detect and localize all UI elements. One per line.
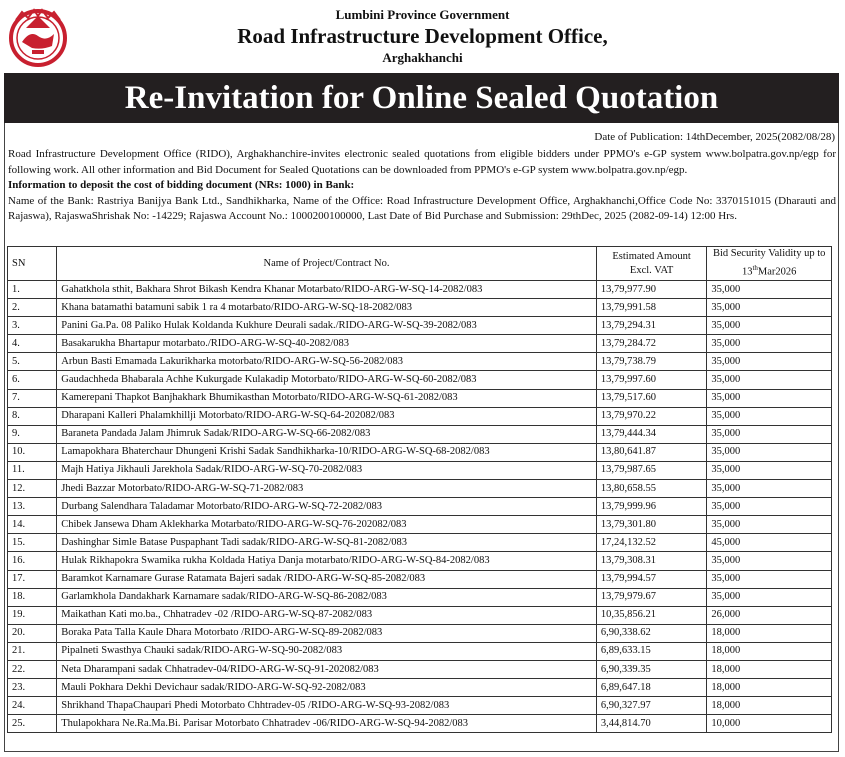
row-sn: 22. [8,660,57,678]
row-security: 18,000 [707,697,832,715]
table-row [8,299,832,317]
row-name: Thulapokhara Ne.Ra.Ma.Bi. Parisar Motorbato Chhatradev -06/RIDO-ARG-W-SQ-94-2082/083 [57,715,597,733]
contracts-table [7,246,832,733]
header-security-prefix: Bid Security Validity up to 13 [712,248,826,278]
row-amount: 13,79,977.90 [596,281,707,299]
row-sn: 5. [8,353,57,371]
header-amount: Estimated Amount Excl. VAT [596,247,707,281]
row-name: Kamerepani Thapkot Banjhakhark Bhumikasthan Motorbato/RIDO-ARG-W-SQ-61-2082/083 [57,389,597,407]
table-row [8,461,832,479]
row-amount: 13,79,284.72 [596,335,707,353]
row-amount: 13,79,517.60 [596,389,707,407]
row-security: 18,000 [707,679,832,697]
header-security-sup: th [752,264,758,273]
row-sn: 24. [8,697,57,715]
row-security: 35,000 [707,588,832,606]
row-security: 35,000 [707,570,832,588]
notice-header [0,0,845,72]
table-row [8,443,832,461]
row-amount: 13,79,987.65 [596,461,707,479]
row-sn: 21. [8,642,57,660]
row-security: 45,000 [707,534,832,552]
row-sn: 25. [8,715,57,733]
row-security: 26,000 [707,606,832,624]
row-sn: 16. [8,552,57,570]
table-body [8,281,832,733]
intro-paragraph: Road Infrastructure Development Office (RIDO), Arghakhanchire-invites electronic sealed quotations from eligible bidders under PPMO's e-GP system www.bolpatra.gov.np/egp for following work. All other information and Bid Document for Sealed Quotations can be downloaded from PPMO's e-GP system www.bolpatra.gov.np/egp. [8,148,836,176]
row-name: Pipalneti Swasthya Chauki sadak/RIDO-ARG-W-SQ-90-2082/083 [57,642,597,660]
row-security: 35,000 [707,335,832,353]
row-security: 35,000 [707,353,832,371]
row-amount: 13,79,444.34 [596,425,707,443]
row-name: Lamapokhara Bhaterchaur Dhungeni Krishi Sadak Sandhikharka-10/RIDO-ARG-W-SQ-68-2082/083 [57,443,597,461]
table-row [8,516,832,534]
row-security: 35,000 [707,371,832,389]
row-sn: 19. [8,606,57,624]
row-name: Shrikhand ThapaChaupari Phedi Motorbato Chhtradev-05 /RIDO-ARG-W-SQ-93-2082/083 [57,697,597,715]
row-sn: 17. [8,570,57,588]
row-name: Dharapani Kalleri Phalamkhillji Motorbato/RIDO-ARG-W-SQ-64-202082/083 [57,407,597,425]
row-name: Hulak Rikhapokra Swamika rukha Koldada Hatiya Danja motarbato/RIDO-ARG-W-SQ-84-2082/083 [57,552,597,570]
table-row [8,660,832,678]
row-amount: 13,79,997.60 [596,371,707,389]
row-sn: 1. [8,281,57,299]
table-row [8,407,832,425]
table-row [8,498,832,516]
district-name: Arghakhanchi [382,50,463,65]
row-security: 35,000 [707,516,832,534]
row-amount: 6,90,339.35 [596,660,707,678]
row-name: Mauli Pokhara Dekhi Devichaur sadak/RIDO-ARG-W-SQ-92-2082/083 [57,679,597,697]
row-sn: 12. [8,480,57,498]
row-sn: 11. [8,461,57,479]
table-row [8,371,832,389]
row-sn: 20. [8,624,57,642]
row-sn: 3. [8,317,57,335]
row-sn: 9. [8,425,57,443]
row-amount: 6,89,633.15 [596,642,707,660]
row-name: Chibek Jansewa Dham Aklekharka Motarbato/RIDO-ARG-W-SQ-76-202082/083 [57,516,597,534]
row-amount: 13,79,991.58 [596,299,707,317]
office-name: Road Infrastructure Development Office, [237,24,608,48]
row-sn: 4. [8,335,57,353]
row-security: 35,000 [707,480,832,498]
row-security: 10,000 [707,715,832,733]
row-sn: 8. [8,407,57,425]
table-row [8,624,832,642]
row-sn: 23. [8,679,57,697]
row-security: 35,000 [707,552,832,570]
row-security: 35,000 [707,317,832,335]
row-sn: 6. [8,371,57,389]
row-amount: 17,24,132.52 [596,534,707,552]
table-row [8,281,832,299]
row-name: Neta Dharampani sadak Chhatradev-04/RIDO-ARG-W-SQ-91-202082/083 [57,660,597,678]
row-security: 18,000 [707,660,832,678]
row-name: Majh Hatiya Jikhauli Jarekhola Sadak/RIDO-ARG-W-SQ-70-2082/083 [57,461,597,479]
table-row [8,679,832,697]
bank-details: Name of the Bank: Rastriya Banijya Bank Ltd., Sandhikharka, Name of the Office: Road Infrastructure Development Office, Arghakhanchi,Office Code No: 3370151015 (Dharauti and Rajaswa), RajaswaShrishak No: -14229; Rajaswa Account No.: 1000200100000, Last Date of Bid Purchase and Submission: 29thDec, 2025 (2082-09-14) 12:00 Hrs. [8,194,836,222]
row-amount: 13,79,738.79 [596,353,707,371]
table-row [8,606,832,624]
row-sn: 18. [8,588,57,606]
row-amount: 6,89,647.18 [596,679,707,697]
table-row [8,335,832,353]
table-row [8,552,832,570]
row-amount: 13,79,301.80 [596,516,707,534]
table-row [8,480,832,498]
row-security: 35,000 [707,299,832,317]
row-amount: 13,79,999.96 [596,498,707,516]
row-amount: 13,80,658.55 [596,480,707,498]
row-sn: 10. [8,443,57,461]
header-security-suffix: Mar2026 [757,266,797,278]
row-name: Arbun Basti Emamada Lakurikharka motorbato/RIDO-ARG-W-SQ-56-2082/083 [57,353,597,371]
row-security: 35,000 [707,461,832,479]
row-name: Basakarukha Bhartapur motarbato./RIDO-ARG-W-SQ-40-2082/083 [57,335,597,353]
row-amount: 13,79,970.22 [596,407,707,425]
row-name: Baraneta Pandada Jalam Jhimruk Sadak/RIDO-ARG-W-SQ-66-2082/083 [57,425,597,443]
row-security: 35,000 [707,407,832,425]
row-sn: 14. [8,516,57,534]
row-name: Boraka Pata Talla Kaule Dhara Motorbato /RIDO-ARG-W-SQ-89-2082/083 [57,624,597,642]
notice-title-banner: Re-Invitation for Online Sealed Quotation [4,73,839,123]
row-name: Gaudachheda Bhabarala Achhe Kukurgade Kulakadip Motorbato/RIDO-ARG-W-SQ-60-2082/083 [57,371,597,389]
table-row [8,642,832,660]
row-security: 35,000 [707,281,832,299]
row-sn: 7. [8,389,57,407]
row-name: Jhedi Bazzar Motorbato/RIDO-ARG-W-SQ-71-2082/083 [57,480,597,498]
table-row [8,588,832,606]
header-security [707,247,832,281]
row-name: Dashinghar Simle Batase Puspaphant Tadi sadak/RIDO-ARG-W-SQ-81-2082/083 [57,534,597,552]
row-sn: 13. [8,498,57,516]
row-security: 35,000 [707,425,832,443]
row-sn: 2. [8,299,57,317]
publication-date: Date of Publication: 14thDecember, 2025(2082/08/28) [594,131,835,143]
row-security: 35,000 [707,498,832,516]
row-name: Baramkot Karnamare Gurase Ratamata Bajeri sadak /RIDO-ARG-W-SQ-85-2082/083 [57,570,597,588]
header-name: Name of Project/Contract No. [57,247,597,281]
row-amount: 13,79,308.31 [596,552,707,570]
row-amount: 3,44,814.70 [596,715,707,733]
row-security: 35,000 [707,443,832,461]
row-amount: 13,79,994.57 [596,570,707,588]
table-row [8,534,832,552]
table-row [8,697,832,715]
row-name: Panini Ga.Pa. 08 Paliko Hulak Koldanda Kukhure Deurali sadak./RIDO-ARG-W-SQ-39-2082/083 [57,317,597,335]
intro-section [8,147,836,225]
table-row [8,715,832,733]
table-row [8,353,832,371]
table-row [8,317,832,335]
row-amount: 13,79,979.67 [596,588,707,606]
table-header-row [8,247,832,281]
deposit-heading: Information to deposit the cost of bidding document (NRs: 1000) in Bank: [8,179,355,191]
row-name: Garlamkhola Dandakhark Karnamare sadak/RIDO-ARG-W-SQ-86-2082/083 [57,588,597,606]
government-name: Lumbini Province Government [335,7,510,22]
table-row [8,570,832,588]
row-name: Gahatkhola sthit, Bakhara Shrot Bikash Kendra Khanar Motarbato/RIDO-ARG-W-SQ-14-2082/083 [57,281,597,299]
row-amount: 6,90,338.62 [596,624,707,642]
row-name: Khana batamathi batamuni sabik 1 ra 4 motarbato/RIDO-ARG-W-SQ-18-2082/083 [57,299,597,317]
row-security: 35,000 [707,389,832,407]
row-amount: 6,90,327.97 [596,697,707,715]
table-row [8,389,832,407]
row-amount: 13,80,641.87 [596,443,707,461]
row-amount: 10,35,856.21 [596,606,707,624]
header-sn: SN [8,247,57,281]
row-security: 18,000 [707,642,832,660]
table-row [8,425,832,443]
row-name: Maikathan Kati mo.ba., Chhatradev -02 /RIDO-ARG-W-SQ-87-2082/083 [57,606,597,624]
row-name: Durbang Salendhara Taladamar Motorbato/RIDO-ARG-W-SQ-72-2082/083 [57,498,597,516]
row-security: 18,000 [707,624,832,642]
row-amount: 13,79,294.31 [596,317,707,335]
row-sn: 15. [8,534,57,552]
